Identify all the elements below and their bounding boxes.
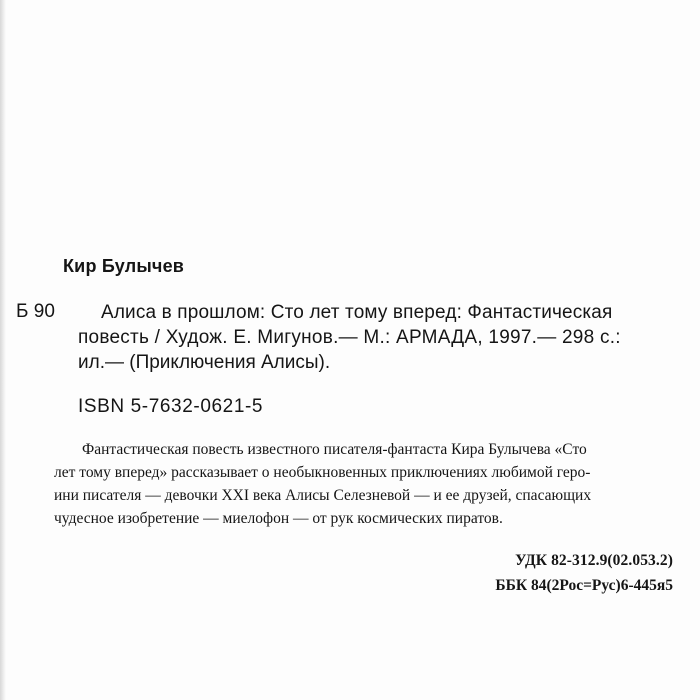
- page-edge-shadow: [0, 0, 6, 700]
- bbk-code: ББК 84(2Рос=Рус)6-445я5: [495, 577, 673, 594]
- annotation-line-3: ини писателя — девочки XXI века Алисы Селезневой — и ее друзей, спасающих: [54, 487, 592, 504]
- udk-code: УДК 82-312.9(02.053.2): [515, 552, 673, 569]
- annotation-line-2: лет тому вперед» рассказывает о необыкновенных приключениях любимой геро-: [54, 464, 591, 481]
- annotation-line-4: чудесное изобретение — миелофон — от рук космических пиратов.: [54, 510, 503, 527]
- isbn-number: ISBN 5-7632-0621-5: [78, 396, 264, 417]
- description-line-2: повесть / Худож. Е. Мигунов.— М.: АРМАДА, 1997.— 298 с.:: [78, 327, 621, 348]
- description-line-3: ил.— (Приключения Алисы).: [78, 352, 331, 373]
- bibliographic-description: [16, 300, 688, 375]
- annotation-text: [54, 438, 690, 530]
- classification-code: Б 90: [16, 301, 55, 322]
- description-line-1: Алиса в прошлом: Сто лет тому вперед: Фантастическая: [101, 302, 613, 323]
- author-name: Кир Булычев: [63, 256, 185, 276]
- annotation-line-1: Фантастическая повесть известного писателя-фантаста Кира Булычева «Сто: [82, 441, 587, 458]
